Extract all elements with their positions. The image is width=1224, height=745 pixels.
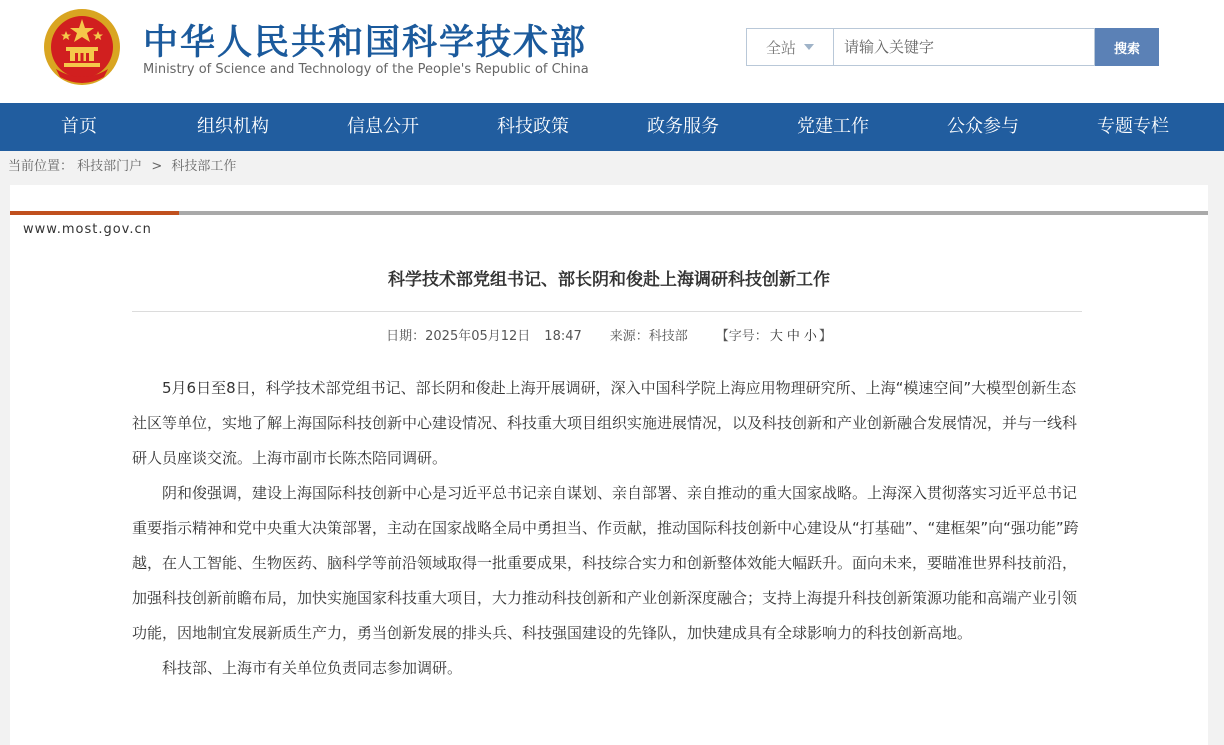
nav-item-organization[interactable]: 组织机构	[197, 116, 269, 137]
search-scope-label: 全站	[765, 38, 796, 57]
article-time: 18:47	[544, 329, 582, 344]
nav-item-home[interactable]: 首页	[61, 116, 97, 137]
date-label: 日期：	[386, 329, 426, 344]
search-bar	[746, 28, 1159, 66]
site-subtitle: Ministry of Science and Technology of the People's Republic of China	[143, 62, 589, 77]
breadcrumb-separator: >	[151, 159, 163, 174]
site-header	[0, 0, 1224, 103]
nav-item-policy[interactable]: 科技政策	[497, 116, 569, 137]
title-divider	[132, 311, 1082, 312]
nav-item-information[interactable]: 信息公开	[347, 116, 419, 137]
article-top-divider	[10, 211, 1208, 215]
article-date: 2025年05月12日	[425, 329, 531, 344]
nav-item-public[interactable]: 公众参与	[947, 116, 1019, 137]
article-paragraph: 阴和俊强调，建设上海国际科技创新中心是习近平总书记亲自谋划、亲自部署、亲自推动的重大国家战略。上海深入贯彻落实习近平总书记重要指示精神和党中央重大决策部署，主动在国家战略全局中勇担当、作贡献，推动国际科技创新中心建设从“打基础”、“建框架”向“强功能”跨越，在人工智能、生物医药、脑科学等前沿领域取得一批重要成果，科技综合实力和创新整体效能大幅跃升。面向未来，要瞄准世界科技前沿，加强科技创新前瞻布局，加快实施国家科技重大项目，大力推动科技创新和产业创新深度融合；支持上海提升科技创新策源功能和高端产业引领功能，因地制宜发展新质生产力，勇当创新发展的排头兵、科技强国建设的先锋队，加快建成具有全球影响力的科技创新高地。	[132, 484, 1079, 642]
article-top-accent	[10, 211, 179, 215]
article-paragraph: 科技部、上海市有关单位负责同志参加调研。	[162, 659, 463, 677]
article-card	[10, 185, 1208, 745]
national-emblem-icon[interactable]	[42, 7, 122, 87]
site-title: 中华人民共和国科学技术部	[143, 23, 588, 63]
font-size-label-close: 】	[818, 329, 832, 344]
site-url: www.most.gov.cn	[23, 222, 152, 237]
breadcrumb-label: 当前位置：	[8, 159, 74, 174]
font-size-large[interactable]: 大	[769, 329, 783, 344]
article-meta	[10, 325, 1208, 344]
search-input[interactable]	[833, 28, 1095, 66]
search-button[interactable]: 搜索	[1095, 28, 1159, 66]
search-scope-select[interactable]	[746, 28, 833, 66]
font-size-switcher	[716, 329, 832, 344]
article-paragraph: 5月6日至8日，科学技术部党组书记、部长阴和俊赴上海开展调研，深入中国科学院上海应用物理研究所、上海“模速空间”大模型创新生态社区等单位，实地了解上海国际科技创新中心建设情况、科技重大项目组织实施进展情况，以及科技创新和产业创新融合发展情况，并与一线科研人员座谈交流。上海市副市长陈杰陪同调研。	[132, 379, 1078, 467]
breadcrumb-link-work[interactable]: 科技部工作	[171, 159, 237, 174]
main-nav	[0, 103, 1224, 151]
source-label: 来源：	[609, 329, 649, 344]
font-size-small[interactable]: 小	[803, 329, 817, 344]
article-content	[132, 371, 1082, 686]
nav-item-topics[interactable]: 专题专栏	[1097, 116, 1169, 137]
font-size-label: 【字号：	[715, 329, 768, 344]
nav-item-services[interactable]: 政务服务	[647, 116, 719, 137]
chevron-down-icon	[804, 44, 814, 50]
article-title: 科学技术部党组书记、部长阴和俊赴上海调研科技创新工作	[388, 270, 830, 290]
article-source: 科技部	[648, 329, 688, 344]
breadcrumb-link-portal[interactable]: 科技部门户	[77, 159, 143, 174]
breadcrumb	[0, 151, 1224, 183]
nav-item-party[interactable]: 党建工作	[797, 116, 869, 137]
font-size-medium[interactable]: 中	[786, 329, 800, 344]
